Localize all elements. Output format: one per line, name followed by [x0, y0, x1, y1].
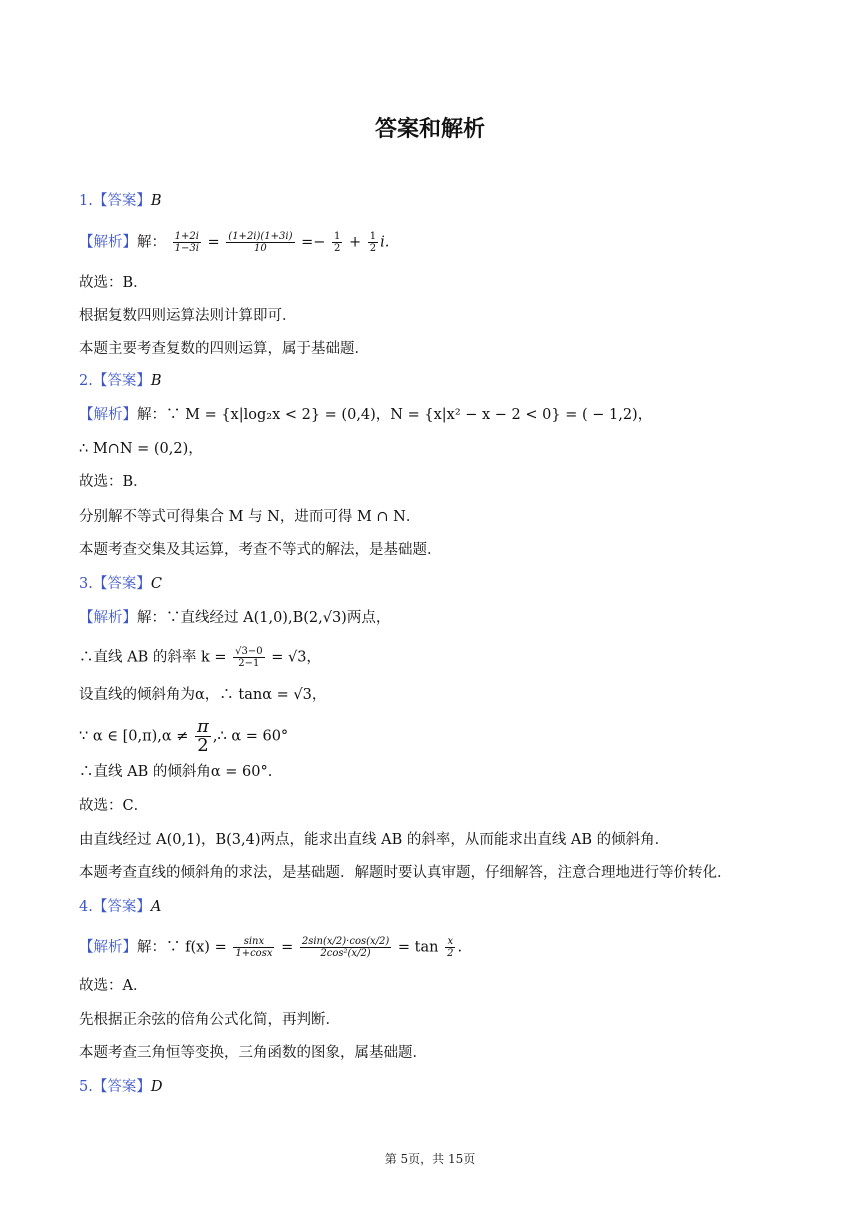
q4-answer-line [79, 897, 161, 917]
q1-answer: B [150, 193, 162, 209]
q1-comment: 本题主要考查复数的四则运算，属于基础题． [79, 341, 369, 357]
answer-label: 【答案】 [92, 1079, 151, 1095]
analysis-label: 【解析】 [79, 234, 137, 251]
q2-method: 分别解不等式可得集合 M 与 N，进而可得 M ∩ N． [79, 509, 421, 525]
q3-answer: C [150, 576, 162, 592]
q4-mid: = tan [397, 939, 439, 956]
q2-line1: 解：∵ M = {x|log₂x < 2} = (0,4)，N = {x|x² − x − 2 < 0} = ( − 1,2)， [137, 407, 653, 423]
q4-tail: . [457, 939, 463, 956]
q1-fraction-2 [226, 231, 294, 254]
q4-comment: 本题考查三角恒等变换，三角函数的图象，属基础题． [79, 1045, 427, 1061]
q1-jie: 解： [137, 234, 166, 251]
q3-method: 由直线经过 A(0,1)，B(3,4)两点，能求出直线 AB 的斜率，从而能求出直线 AB 的倾斜角． [79, 832, 670, 848]
q4-fraction-b [300, 936, 391, 959]
q1-f4-num: 1 [369, 231, 377, 242]
q3-line4-pre: ∵ α ∈ [0,π),α ≠ [79, 728, 189, 745]
q3-k-den: 2−1 [238, 658, 260, 669]
q3-slope-fraction [233, 646, 264, 669]
q4-eq: = [281, 939, 294, 956]
q4-analysis-line [79, 936, 462, 959]
q1-fraction-1 [173, 231, 201, 254]
q2-answer-line [79, 371, 162, 391]
q3-choice: 故选：C． [79, 798, 149, 814]
q1-fraction-4 [368, 231, 378, 254]
answer-label: 【答案】 [92, 576, 151, 592]
q3-pi-fraction [195, 718, 211, 755]
q5-answer-line [79, 1077, 162, 1097]
q1-choice: 故选：B． [79, 275, 148, 291]
q1-plus: + [349, 234, 362, 251]
q1-f2-den: 10 [254, 243, 267, 254]
analysis-label: 【解析】 [79, 610, 137, 626]
q1-f1-den: 1−3i [174, 243, 199, 254]
q3-line2-post: = √3， [271, 649, 321, 666]
page-footer: 第 5页，共 15页 [384, 1152, 476, 1166]
q1-fraction-3 [332, 231, 342, 254]
q4-fraction-a [233, 936, 274, 959]
analysis-label: 【解析】 [79, 939, 137, 956]
q3-comment: 本题考查直线的倾斜角的求法，是基础题．解题时要认真审题，仔细解答，注意合理地进行等价转化． [79, 865, 732, 881]
q3-slope-line [79, 646, 321, 669]
q1-f3-num: 1 [334, 231, 341, 242]
q3-line3: 设直线的倾斜角为α，∴ tanα = √3， [79, 687, 327, 703]
analysis-label: 【解析】 [79, 407, 137, 423]
answer-label: 【答案】 [92, 899, 151, 915]
q1-eq1: = [207, 234, 220, 251]
q4-a-den: 1+cosx [235, 948, 273, 959]
q2-answer: B [150, 373, 162, 389]
q1-f2-num: (1+2i)(1+3i) [228, 231, 293, 242]
q4-c-num: x [445, 936, 455, 948]
q1-eq2: =− [301, 234, 326, 251]
q4-choice: 故选：A． [79, 978, 148, 994]
q1-method: 根据复数四则运算法则计算即可． [79, 308, 297, 324]
q1-f1-num: 1+2i [174, 231, 199, 242]
answer-label: 【答案】 [92, 193, 151, 209]
q4-c-den: 2 [447, 948, 454, 959]
q3-number: 3. [79, 576, 93, 592]
q3-line2-pre: ∴直线 AB 的斜率 k = [79, 649, 227, 666]
q3-k-num: √3−0 [235, 646, 263, 657]
answer-label: 【答案】 [92, 373, 151, 389]
q4-line-pre: 解：∵ f(x) = [137, 939, 227, 956]
q4-b-den: 2cos²(x/2) [320, 948, 371, 959]
q1-analysis-line [79, 231, 389, 254]
q3-pi-den: 2 [197, 735, 209, 756]
q3-pi-num: π [197, 716, 209, 737]
q4-b-num: 2sin(x/2)·cos(x/2) [301, 936, 390, 947]
q1-f4-den: 2 [369, 243, 377, 254]
q4-fraction-c [445, 936, 455, 959]
q1-number: 1. [79, 193, 93, 209]
page-title: 答案和解析 [374, 117, 485, 142]
q2-line2: ∴ M∩N = (0,2)， [79, 441, 203, 457]
q4-number: 4. [79, 899, 93, 915]
q3-analysis-line [79, 608, 390, 628]
q2-number: 2. [79, 373, 93, 389]
q1-answer-line [79, 191, 162, 211]
q1-f3-den: 2 [334, 243, 341, 254]
q3-angle-line [79, 718, 288, 755]
q1-tail: i. [380, 234, 390, 251]
q3-answer-line [79, 574, 162, 594]
q3-line4-post: ,∴ α = 60° [212, 728, 289, 745]
q2-choice: 故选：B． [79, 474, 148, 490]
q3-line1: 解：∵直线经过 A(1,0),B(2,√3)两点， [137, 610, 391, 626]
q5-answer: D [150, 1079, 163, 1095]
q3-line5: ∴直线 AB 的倾斜角α = 60°. [79, 764, 273, 780]
q2-comment: 本题考查交集及其运算，考查不等式的解法，是基础题． [79, 542, 442, 558]
q2-analysis-line [79, 405, 652, 425]
q5-number: 5. [79, 1079, 93, 1095]
q4-method: 先根据正余弦的倍角公式化简，再判断． [79, 1012, 340, 1028]
q4-answer: A [150, 899, 162, 915]
q4-a-num: sinx [233, 936, 274, 948]
